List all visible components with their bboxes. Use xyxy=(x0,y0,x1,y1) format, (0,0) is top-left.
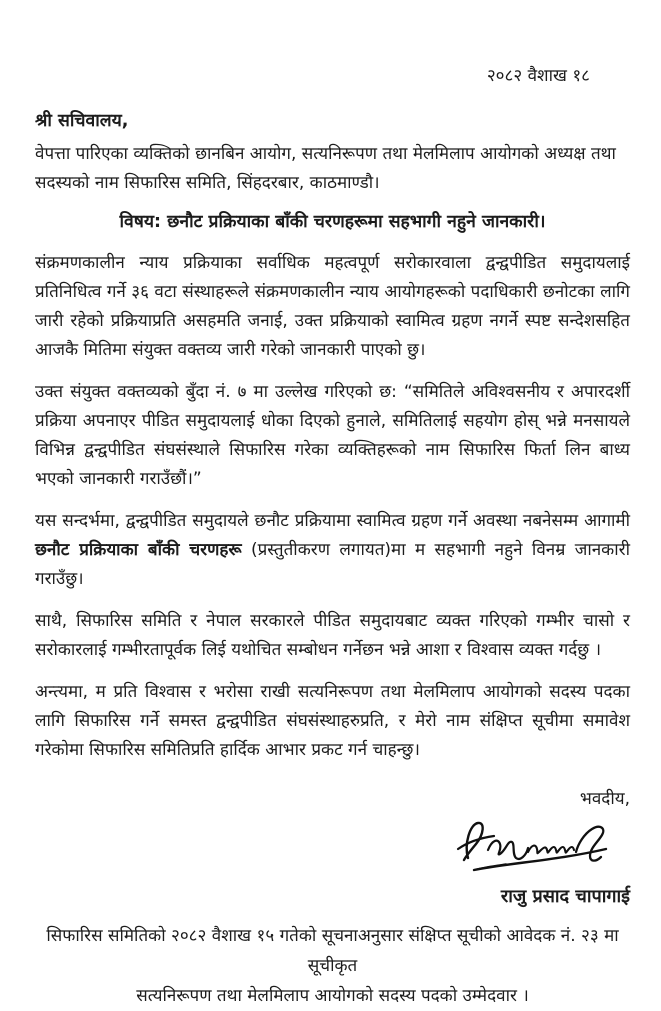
body-paragraph-4: साथै, सिफारिस समिति र नेपाल सरकारले पीडित समुदायबाट व्यक्त गरिएको गम्भीर चासो र सरोकारलाई गम्भीरतापूर्वक लिई यथोचित सम्बोधन गर्नेछन भन्ने आशा र विश्वास व्यक्त गर्दछु । xyxy=(35,611,630,660)
signature-block xyxy=(35,816,630,878)
paragraph-3-bold-phrase: छनौट प्रक्रियाका बाँकी चरणहरू xyxy=(35,540,242,560)
salutation: श्री सचिवालय, xyxy=(35,111,129,131)
paragraph-3-text-before: यस सन्दर्भमा, द्वन्द्वपीडित समुदायले छनौट प्रक्रियामा स्वामित्व ग्रहण गर्ने अवस्था नबनेसम्म आगामी xyxy=(35,511,630,531)
handwritten-signature-icon xyxy=(454,816,624,878)
subject-line: विषय: छनौट प्रक्रियाका बाँकी चरणहरूमा सहभागी नहुने जानकारी। xyxy=(119,212,546,232)
body-paragraph-1: संक्रमणकालीन न्याय प्रक्रियाका सर्वाधिक महत्वपूर्ण सरोकारवाला द्वन्द्वपीडित समुदायलाई प्रतिनिधित्व गर्ने ३६ वटा संस्थाहरूले संक्रमणकालीन न्याय आयोगहरूको पदाधिकारी छनोटका लागि जारी रहेको प्रक्रियाप्रति असहमति जनाई, उक्त प्रक्रियाको स्वामित्व ग्रहण नगर्ने स्पष्ट सन्देशसहित आजकै मितिमा संयुक्त वक्तव्य जारी गरेको जानकारी पाएको छु। xyxy=(35,253,630,360)
recipient-address: वेपत्ता पारिएका व्यक्तिको छानबिन आयोग, सत्यनिरूपण तथा मेलमिलाप आयोगको अध्यक्ष तथा सदस्यको नाम सिफारिस समिति, सिंहदरबार, काठमाण्डौ। xyxy=(35,144,616,193)
letter-date: २०८२ वैशाख १८ xyxy=(486,66,590,86)
paragraph-3-text-after: (प्रस्तुतीकरण लगायत)मा म सहभागी नहुने विनम्र जानकारी गराउँछु। xyxy=(35,540,631,589)
footer-note-line1: सिफारिस समितिको २०८२ वैशाख १५ गतेको सूचनाअनुसार संक्षिप्त सूचीको आवेदक नं. २३ मा सूचीकृत xyxy=(46,926,619,976)
body-paragraph-3 xyxy=(35,507,630,594)
body-paragraph-5: अन्त्यमा, म प्रति विश्वास र भरोसा राखी सत्यनिरूपण तथा मेलमिलाप आयोगको सदस्य पदका लागि सिफारिस गर्ने समस्त द्वन्द्वपीडित संघसंस्थाहरुप्रति, र मेरो नाम संक्षिप्त सूचीमा समावेश गरेकोमा सिफारिस समितिप्रति हार्दिक आभार प्रकट गर्न चाहन्छु। xyxy=(35,682,630,760)
closing-salutation: भवदीय, xyxy=(579,789,630,809)
signatory-name: राजु प्रसाद चापागाई xyxy=(500,886,630,907)
body-paragraph-2: उक्त संयुक्त वक्तव्यको बुँदा नं. ७ मा उल्लेख गरिएको छ: “समितिले अविश्वसनीय र अपारदर्शी प्रक्रिया अपनाएर पीडित समुदायलाई धोका दिएको हुनाले, समितिलाई सहयोग होस् भन्ने मनसायले विभिन्न द्वन्द्वपीडित संघसंस्थाले सिफारिस गरेका व्यक्तिहरूको नाम सिफारिस फिर्ता लिन बाध्य भएको जानकारी गराउँछौं।” xyxy=(35,382,630,489)
footer-note-line2: सत्यनिरूपण तथा मेलमिलाप आयोगको सदस्य पदको उम्मेदवार । xyxy=(136,986,529,1006)
footer-note xyxy=(35,921,630,1011)
